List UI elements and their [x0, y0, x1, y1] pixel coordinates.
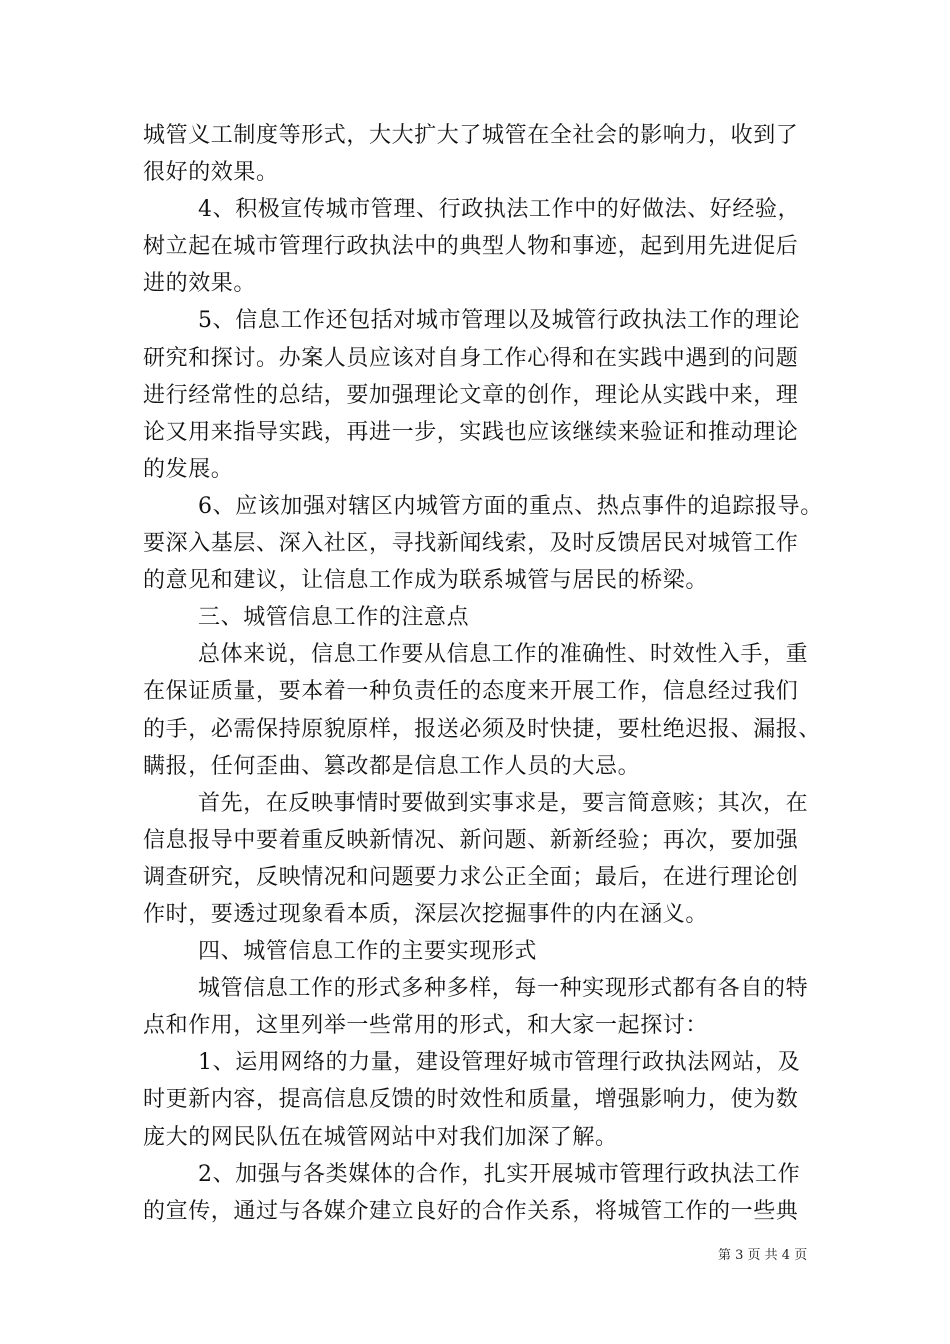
text-line: 四、城管信息工作的主要实现形式 — [198, 939, 538, 965]
text-line: 论又用来指导实践，再进一步，实践也应该继续来验证和推动理论 — [143, 419, 799, 445]
text-line: 1、运用网络的力量，建设管理好城市管理行政执法网站，及 — [198, 1050, 801, 1076]
text-line: 研究和探讨。办案人员应该对自身工作心得和在实践中遇到的问题 — [143, 345, 799, 371]
text-line: 6、应该加强对辖区内城管方面的重点、热点事件的追踪报导。 — [198, 493, 823, 519]
text-line: 在保证质量，要本着一种负责任的态度来开展工作，信息经过我们 — [143, 679, 799, 705]
text-line: 的发展。 — [143, 456, 234, 482]
text-line: 要深入基层、深入社区，寻找新闻线索，及时反馈居民对城管工作 — [143, 531, 799, 557]
text-line: 的宣传，通过与各媒介建立良好的合作关系，将城管工作的一些典 — [143, 1198, 799, 1224]
text-line: 首先，在反映事情时要做到实事求是，要言简意赅；其次，在 — [198, 790, 809, 816]
text-line: 的手，必需保持原貌原样，报送必须及时快捷，要杜绝迟报、漏报、 — [143, 716, 822, 742]
text-line: 作时，要透过现象看本质，深层次挖掘事件的内在涵义。 — [143, 901, 709, 927]
text-line: 城管信息工作的形式多种多样，每一种实现形式都有各自的特 — [198, 976, 809, 1002]
text-line: 点和作用，这里列举一些常用的形式，和大家一起探讨： — [143, 1013, 709, 1039]
text-line: 的意见和建议，让信息工作成为联系城管与居民的桥梁。 — [143, 568, 709, 594]
text-line: 调查研究，反映情况和问题要力求公正全面；最后，在进行理论创 — [143, 864, 799, 890]
text-line: 进行经常性的总结，要加强理论文章的创作，理论从实践中来，理 — [143, 382, 799, 408]
text-line: 5、信息工作还包括对城市管理以及城管行政执法工作的理论 — [198, 308, 801, 334]
text-line: 总体来说，信息工作要从信息工作的准确性、时效性入手，重 — [198, 642, 809, 668]
page-number: 第 3 页 共 4 页 — [718, 1248, 808, 1263]
text-line: 4、积极宣传城市管理、行政执法工作中的好做法、好经验， — [198, 197, 801, 223]
text-line: 很好的效果。 — [143, 160, 279, 186]
text-line: 三、城管信息工作的注意点 — [198, 605, 470, 631]
text-line: 庞大的网民队伍在城管网站中对我们加深了解。 — [143, 1124, 618, 1150]
text-line: 树立起在城市管理行政执法中的典型人物和事迹，起到用先进促后 — [143, 234, 799, 260]
document-body — [143, 117, 823, 1230]
text-line: 城管义工制度等形式，大大扩大了城管在全社会的影响力，收到了 — [143, 123, 799, 148]
text-line: 信息报导中要着重反映新情况、新问题、新新经验；再次，要加强 — [143, 827, 799, 853]
text-line: 2、加强与各类媒体的合作，扎实开展城市管理行政执法工作 — [198, 1161, 801, 1187]
text-line: 进的效果。 — [143, 271, 257, 297]
text-line: 瞒报，任何歪曲、篡改都是信息工作人员的大忌。 — [143, 753, 641, 779]
text-line: 时更新内容，提高信息反馈的时效性和质量，增强影响力，使为数 — [143, 1087, 799, 1113]
